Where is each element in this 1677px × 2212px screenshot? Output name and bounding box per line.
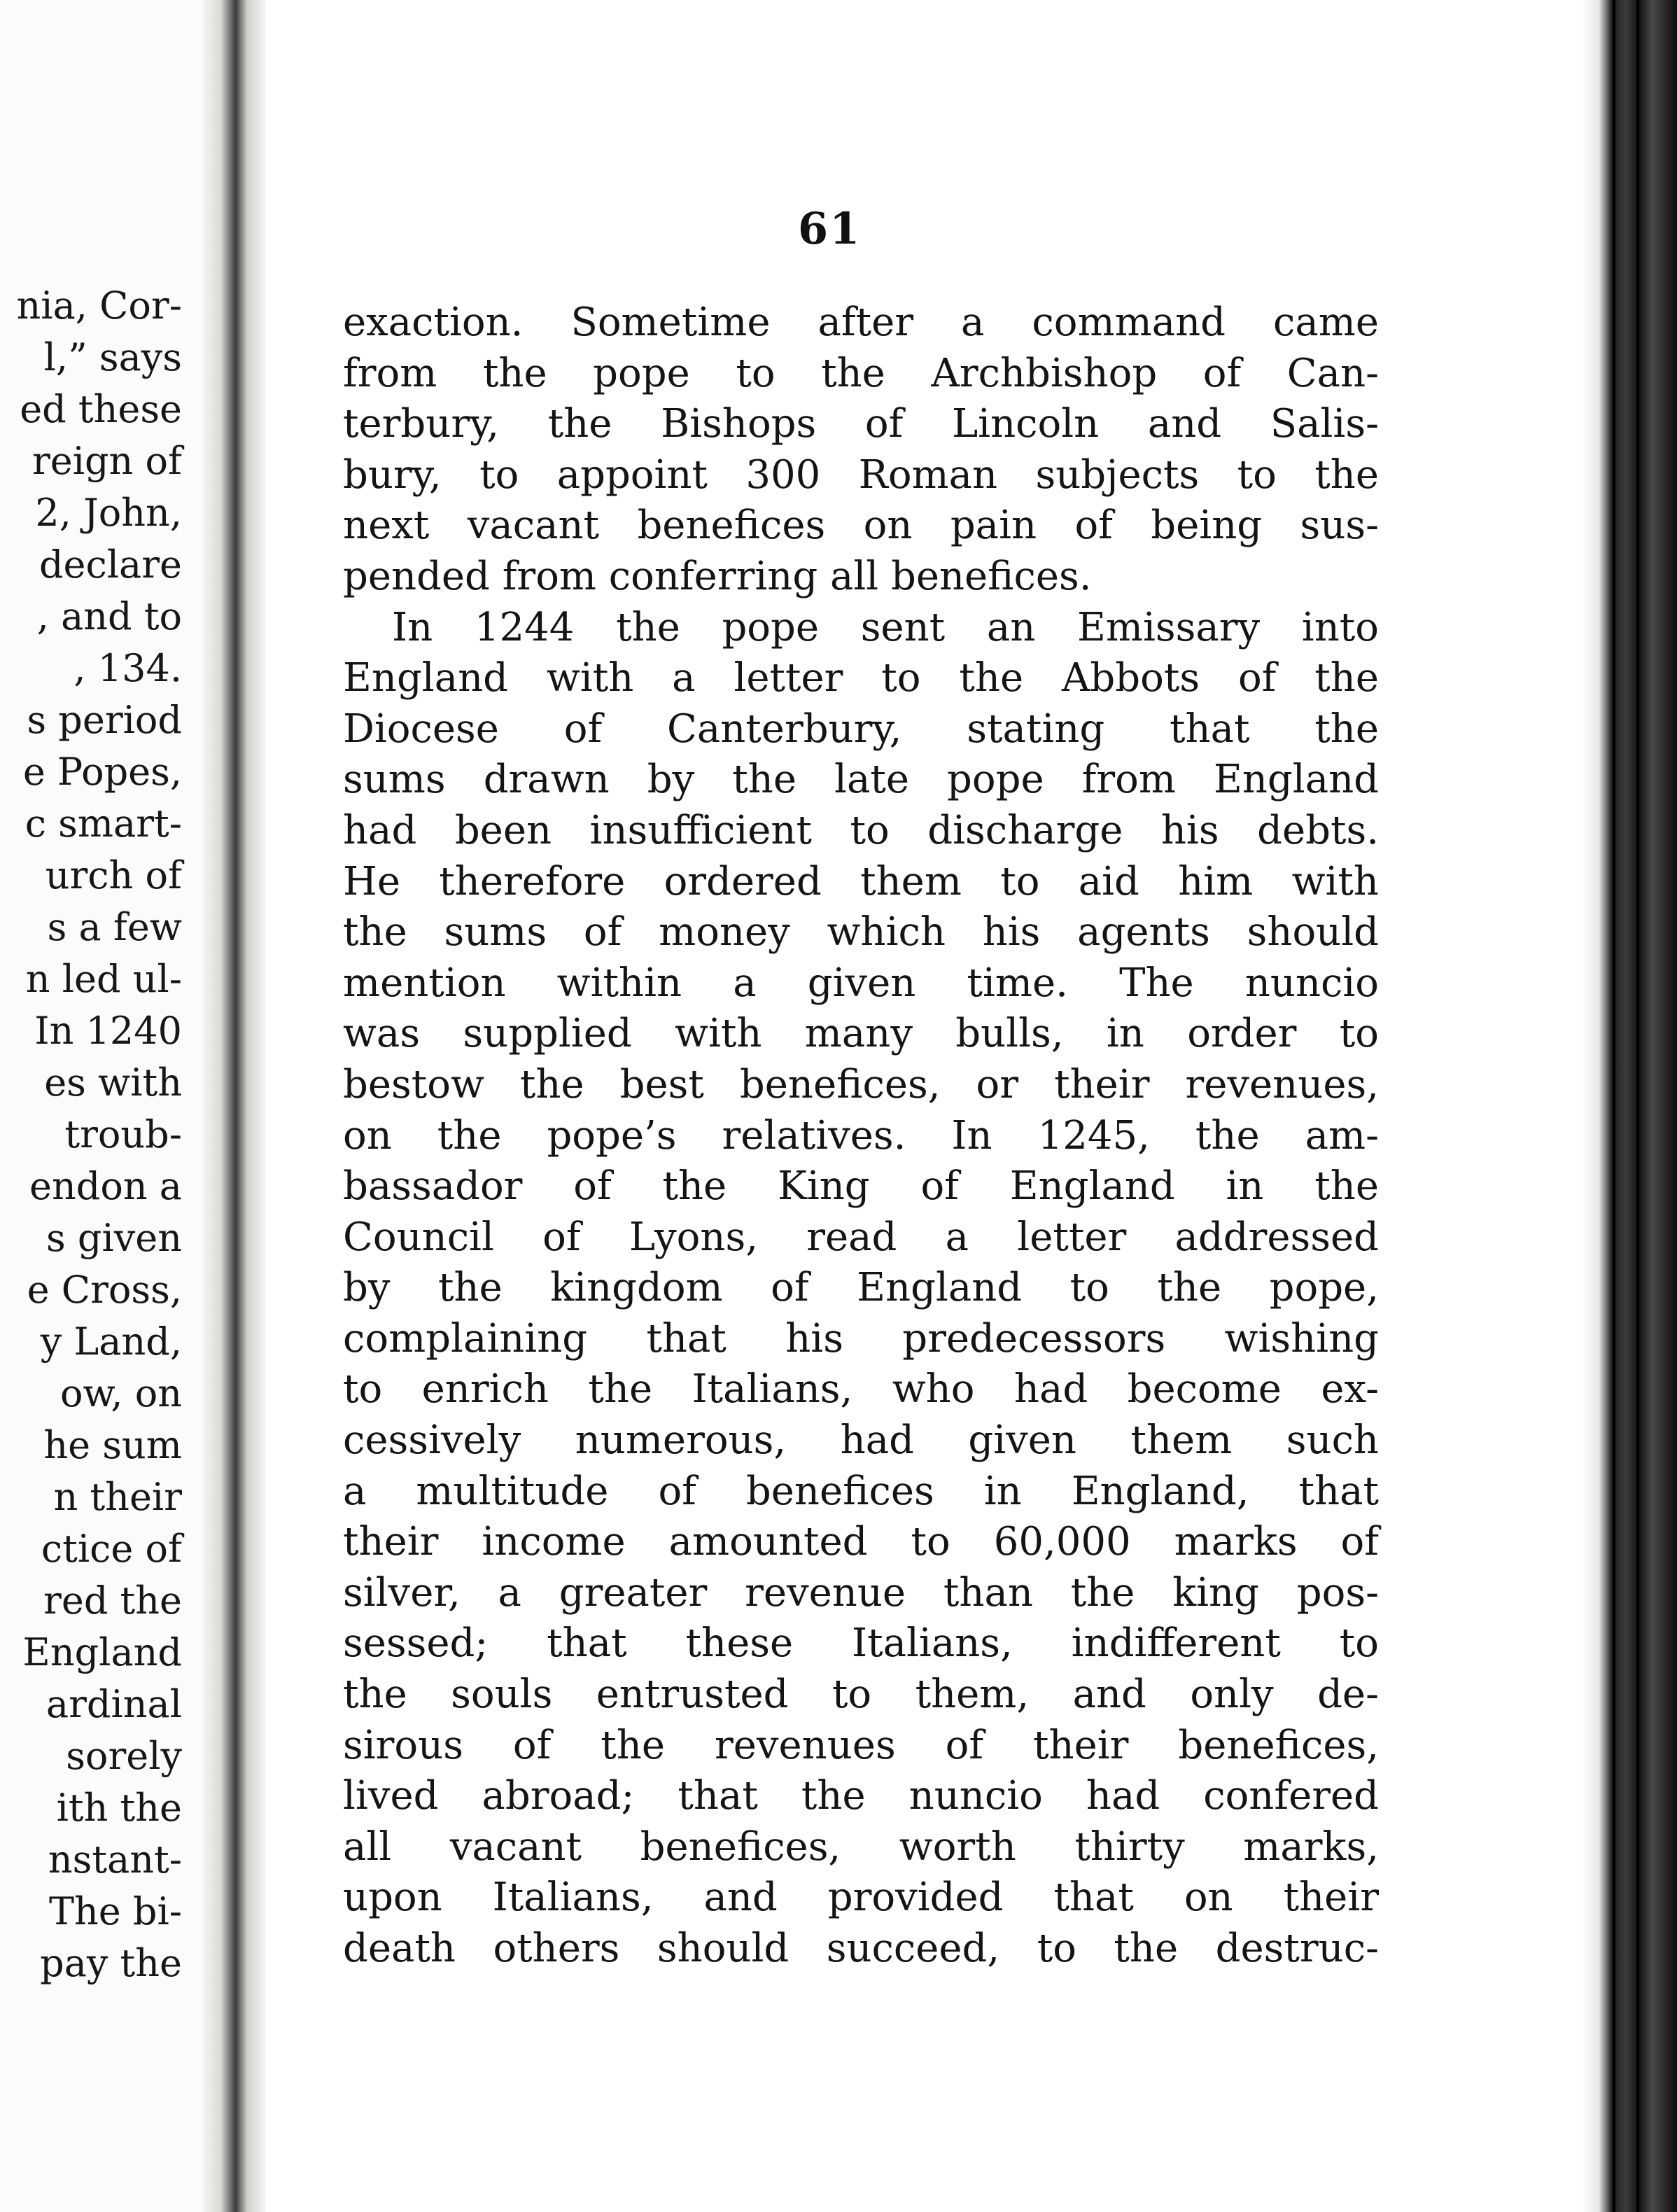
page-body-text: [343, 298, 1379, 1975]
text-line: their income amounted to 60,000 marks of: [343, 1519, 1379, 1565]
text-line: bestow the best benefices, or their revenues,: [343, 1061, 1379, 1107]
text-line: the sums of money which his agents should: [343, 909, 1379, 955]
left-text-line: red the: [43, 1578, 182, 1623]
left-text-line: In 1240: [34, 1009, 182, 1053]
left-text-line: y Land,: [40, 1320, 182, 1364]
text-line: complaining that his predecessors wishing: [343, 1315, 1379, 1362]
text-line: exaction. Sometime after a command came: [343, 300, 1379, 345]
text-line: a multitude of benefices in England, that: [343, 1468, 1379, 1514]
left-text-line: ed these: [20, 387, 182, 431]
left-text-line: s a few: [47, 905, 182, 949]
page-edge: [1582, 0, 1677, 2212]
left-text-line: ow, on: [60, 1371, 182, 1415]
left-text-line: he sum: [43, 1423, 182, 1467]
text-line: all vacant benefices, worth thirty marks,: [343, 1823, 1379, 1870]
left-text-line: sorely: [66, 1734, 182, 1778]
text-line: next vacant benefices on pain of being sus-: [343, 503, 1379, 549]
left-text-line: reign of: [31, 439, 182, 483]
text-line: death others should succeed, to the destruc-: [343, 1926, 1379, 1971]
edge-line: [1613, 0, 1615, 2212]
text-line: lived abroad; that the nuncio had confered: [343, 1773, 1379, 1819]
left-text-line: e Popes,: [22, 750, 182, 794]
left-text-line: ardinal: [45, 1682, 182, 1726]
left-text-line: England: [22, 1630, 182, 1674]
previous-page-text: [0, 280, 182, 1989]
left-text-line: urch of: [45, 853, 182, 897]
left-text-line: es with: [44, 1060, 182, 1105]
left-text-line: declare: [38, 542, 182, 587]
left-text-line: c smart-: [24, 802, 182, 846]
edge-line: [1636, 0, 1639, 2212]
text-line: to enrich the Italians, who had become ex-: [343, 1366, 1379, 1413]
text-line: bury, to appoint 300 Roman subjects to the: [343, 451, 1379, 498]
left-text-line: , 134.: [73, 646, 182, 690]
page-number: 61: [798, 203, 862, 254]
book-gutter: [203, 0, 266, 2212]
text-line: cessively numerous, had given them such: [343, 1418, 1379, 1464]
text-line: the souls entrusted to them, and only de-: [343, 1672, 1379, 1718]
text-line: He therefore ordered them to aid him with: [343, 858, 1379, 904]
text-line: In 1244 the pope sent an Emissary into: [392, 604, 1379, 650]
text-line: England with a letter to the Abbots of the: [343, 655, 1379, 701]
text-line: was supplied with many bulls, in order to: [343, 1011, 1379, 1057]
previous-page-fragment: [0, 0, 210, 2212]
text-line: upon Italians, and provided that on their: [343, 1875, 1379, 1921]
left-text-line: The bi-: [48, 1889, 182, 1933]
left-text-line: troub-: [64, 1112, 182, 1156]
left-text-line: nstant-: [48, 1837, 182, 1882]
current-page: [266, 0, 1582, 2212]
text-line: silver, a greater revenue than the king pos-: [343, 1569, 1379, 1616]
left-text-line: n led ul-: [25, 957, 182, 1001]
left-text-line: n their: [53, 1475, 182, 1519]
left-text-line: s period: [27, 698, 182, 742]
text-line: sirous of the revenues of their benefices,: [343, 1722, 1379, 1768]
left-text-line: , and to: [36, 594, 182, 638]
left-text-line: pay the: [40, 1941, 182, 1985]
text-line: bassador of the King of England in the: [343, 1163, 1379, 1210]
left-text-line: s given: [46, 1216, 182, 1260]
left-text-line: endon a: [29, 1164, 182, 1208]
text-line: by the kingdom of England to the pope,: [343, 1265, 1379, 1311]
text-line: on the pope’s relatives. In 1245, the am-: [343, 1112, 1379, 1158]
left-text-line: e Cross,: [27, 1268, 182, 1312]
left-text-line: l,” says: [43, 335, 182, 379]
text-line: terbury, the Bishops of Lincoln and Salis-: [343, 401, 1379, 447]
text-line: sums drawn by the late pope from England: [343, 757, 1379, 803]
left-text-line: nia, Cor-: [16, 284, 182, 328]
left-text-line: 2, John,: [35, 491, 182, 535]
text-line: Diocese of Canterbury, stating that the: [343, 706, 1379, 752]
text-line: from the pope to the Archbishop of Can-: [343, 350, 1379, 396]
text-line: had been insufficient to discharge his debts.: [343, 807, 1379, 853]
text-line: mention within a given time. The nuncio: [343, 960, 1379, 1006]
left-text-line: ctice of: [41, 1527, 182, 1571]
text-line: pended from conferring all benefices.: [343, 553, 1092, 599]
text-line: sessed; that these Italians, indifferent to: [343, 1620, 1379, 1667]
text-line: Council of Lyons, read a letter addressed: [343, 1214, 1379, 1260]
left-text-line: ith the: [56, 1786, 182, 1830]
